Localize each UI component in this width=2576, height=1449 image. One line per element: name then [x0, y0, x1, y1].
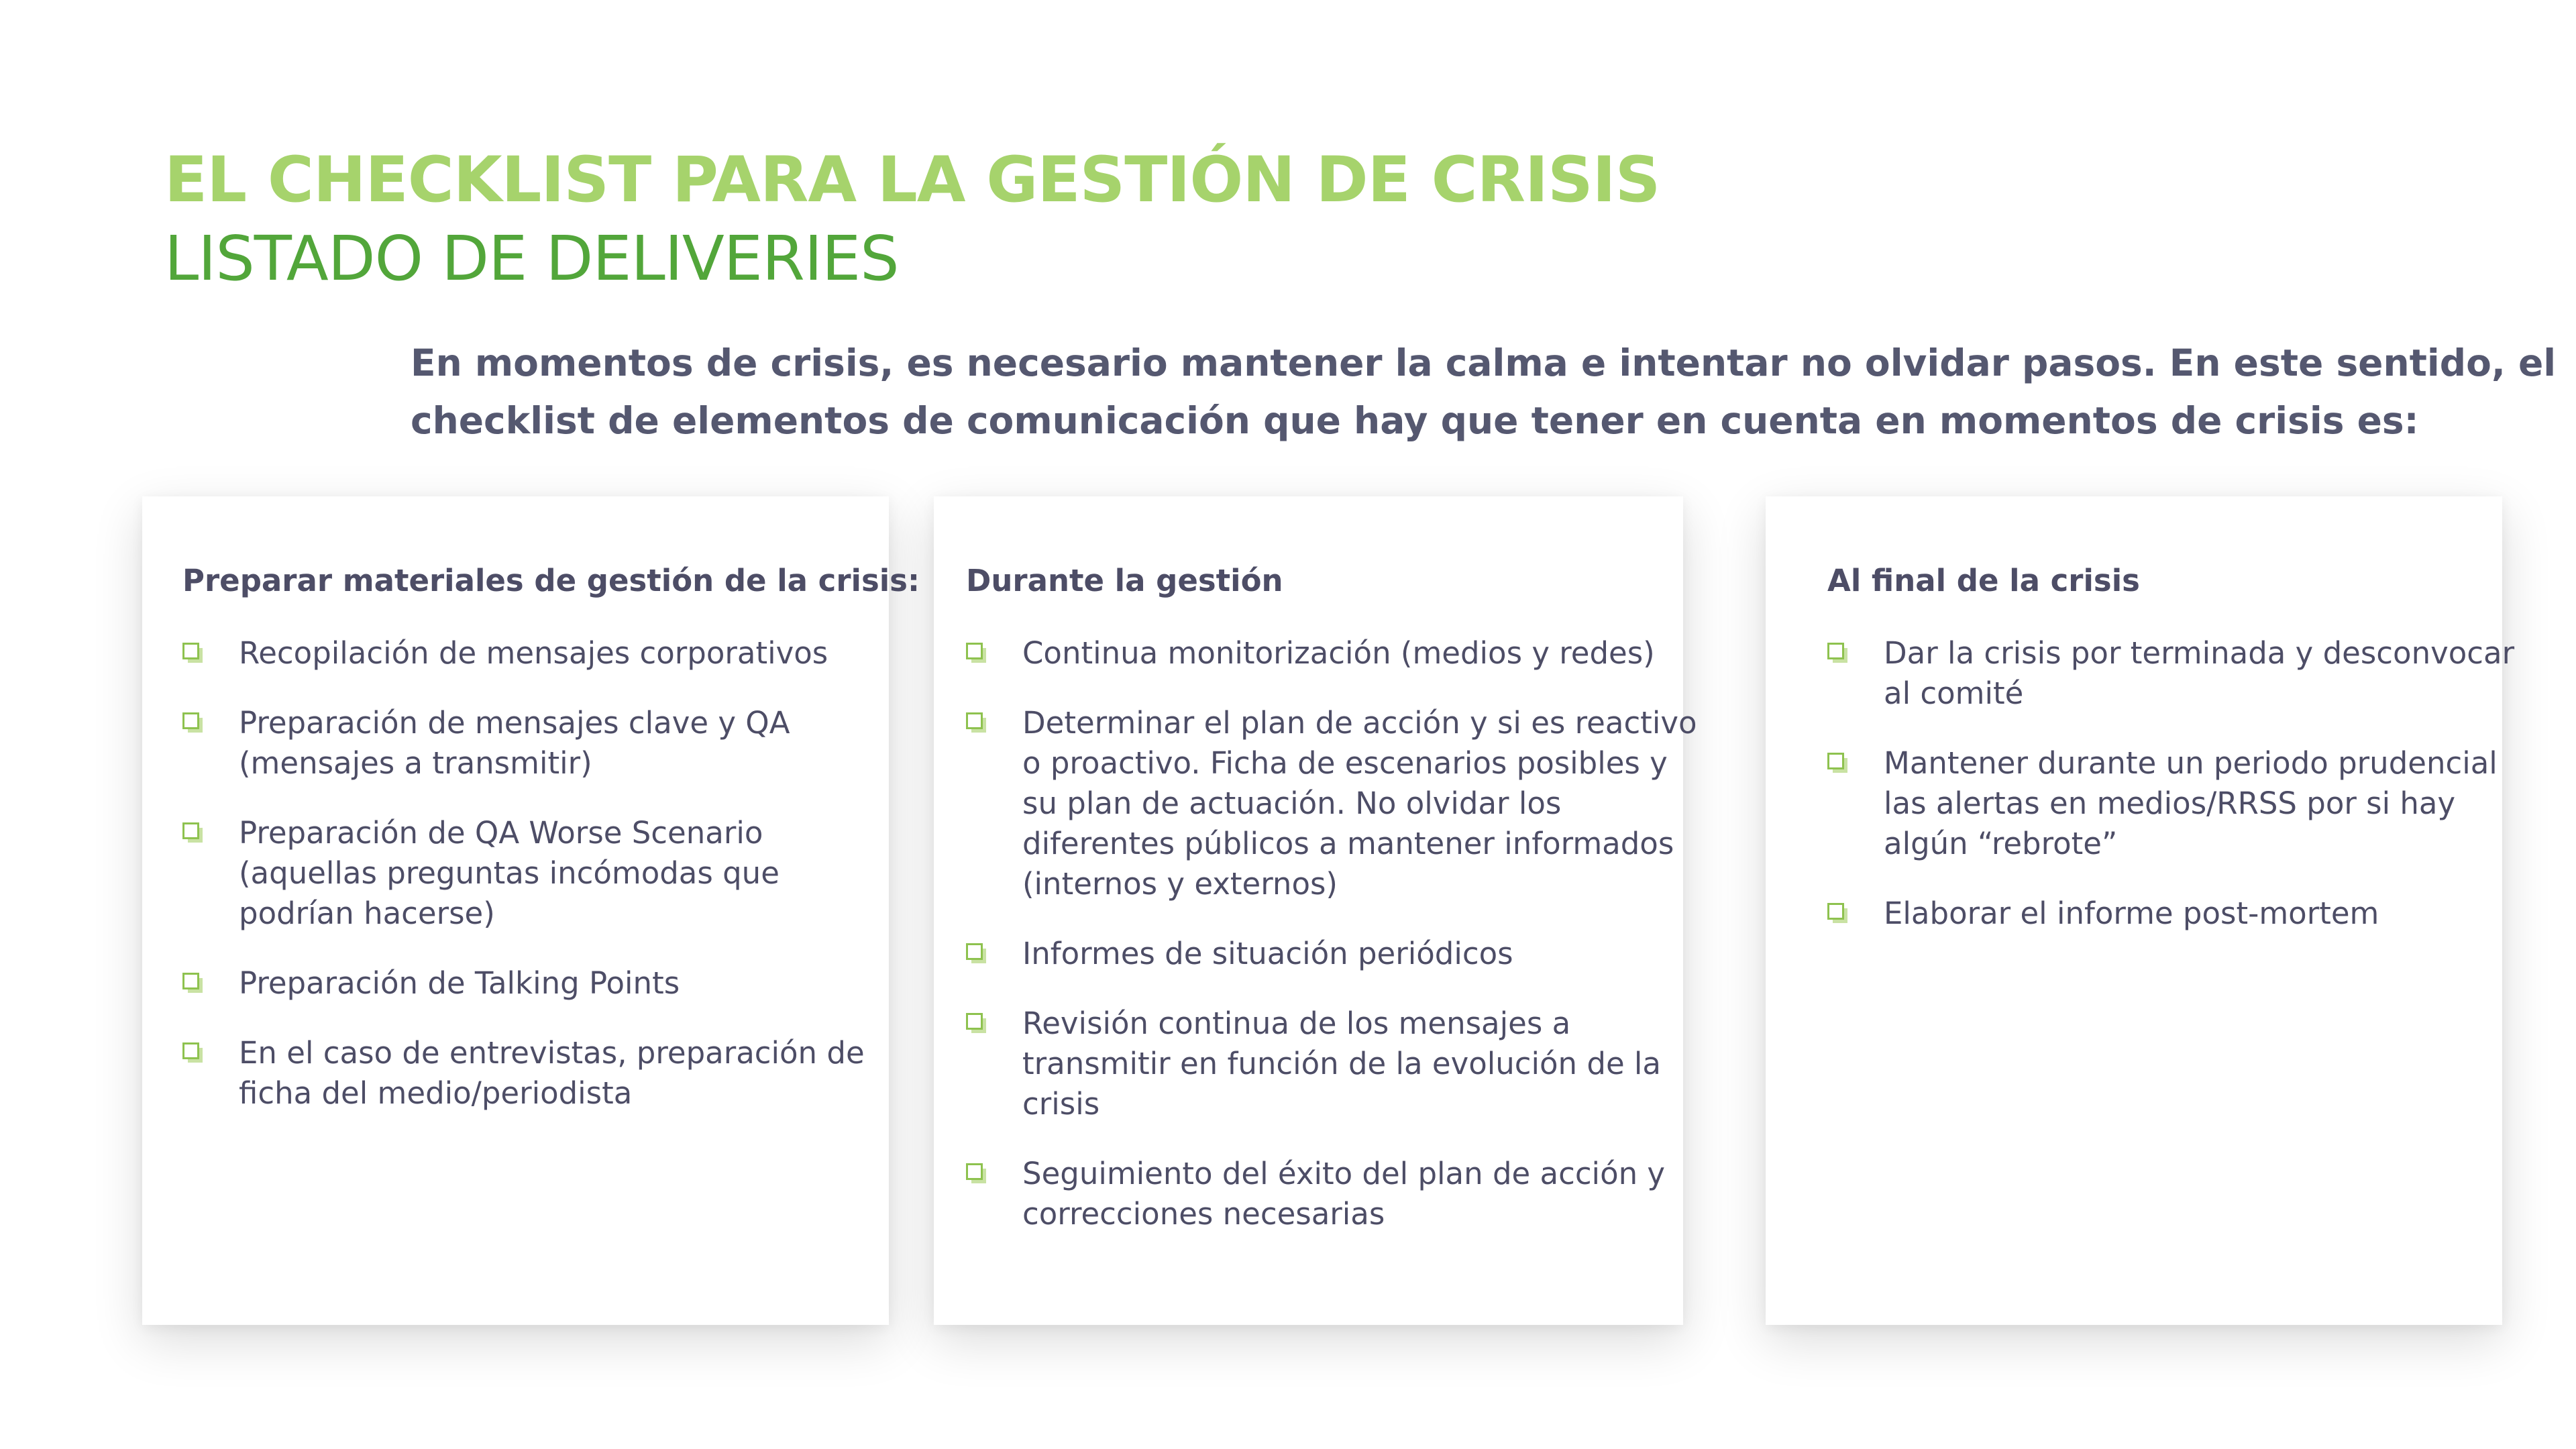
checkbox-icon — [966, 943, 986, 963]
card-al-final-de-la-crisis — [1766, 496, 2515, 1325]
checklist-item-line: su plan de actuación. No olvidar los — [1022, 786, 1562, 821]
checklist-item-line: (aquellas preguntas incómodas que — [239, 855, 780, 891]
checklist-item — [966, 1154, 1697, 1234]
checklist-item — [1827, 743, 2514, 864]
checklist-item-text — [1884, 633, 2514, 714]
page-subtitle: LISTADO DE DELIVERIES — [164, 223, 899, 294]
checklist-item-text — [239, 813, 865, 934]
checklist-item-line: Mantener durante un periodo prudencial — [1884, 745, 2498, 781]
checklist-item-line: Continua monitorización (medios y redes) — [1022, 635, 1655, 671]
checklist-item-line: Determinar el plan de acción y si es reactivo — [1022, 705, 1697, 741]
checkbox-icon — [182, 712, 203, 733]
checkbox-icon — [182, 643, 203, 663]
checklist-item-line: ficha del medio/periodista — [239, 1075, 633, 1111]
page-title: EL CHECKLIST PARA LA GESTIÓN DE CRISIS — [164, 144, 1660, 217]
checklist-item-line: Preparación de Talking Points — [239, 965, 680, 1001]
checklist-item-text — [1884, 743, 2514, 864]
checkbox-icon — [966, 1163, 986, 1183]
checklist-item-text — [1884, 894, 2514, 934]
checklist-item-line: Elaborar el informe post-mortem — [1884, 896, 2379, 931]
checklist-item-text — [239, 703, 865, 784]
checklist-item-text — [239, 633, 865, 674]
checklist-item-text — [1022, 703, 1697, 904]
checklist-item-line: Dar la crisis por terminada y desconvocar — [1884, 635, 2515, 671]
checklist-item-line: transmitir en función de la evolución de la — [1022, 1046, 1662, 1081]
checklist-item-line: Recopilación de mensajes corporativos — [239, 635, 828, 671]
checklist-item — [1827, 633, 2514, 714]
intro-line: En momentos de crisis, es necesario mantener la calma e intentar no olvidar pasos. En este sentido, el — [411, 341, 2557, 384]
checklist-item — [182, 963, 865, 1004]
checklist-item-text — [1022, 934, 1697, 974]
checklist-item-line: crisis — [1022, 1086, 1100, 1122]
checklist-item-line: al comité — [1884, 676, 2024, 711]
checklist-item — [966, 703, 1697, 904]
checklist-item — [966, 934, 1697, 974]
checklist — [966, 633, 1697, 1264]
checklist-item-line: diferentes públicos a mantener informados — [1022, 826, 1674, 861]
checklist-item — [1827, 894, 2514, 934]
card-heading: Al final de la crisis — [1827, 563, 2140, 598]
checklist-item — [966, 1004, 1697, 1124]
checklist — [182, 633, 865, 1143]
checklist-item-text — [1022, 633, 1697, 674]
checkbox-icon — [966, 643, 986, 663]
checklist-item-text — [1022, 1004, 1697, 1124]
checkbox-icon — [1827, 643, 1847, 663]
checkbox-icon — [966, 712, 986, 733]
checkbox-icon — [966, 1013, 986, 1033]
checklist-item-line: (mensajes a transmitir) — [239, 745, 592, 781]
checklist-item-line: (internos y externos) — [1022, 866, 1338, 902]
checklist-item-line: Informes de situación periódicos — [1022, 936, 1513, 971]
checklist-item-text — [239, 1033, 865, 1114]
checklist-item-line: podrían hacerse) — [239, 896, 495, 931]
checkbox-icon — [182, 973, 203, 993]
card-heading: Durante la gestión — [966, 563, 1283, 598]
checklist-item-line: correcciones necesarias — [1022, 1196, 1385, 1232]
intro-paragraph — [411, 334, 2557, 449]
checkbox-icon — [182, 1042, 203, 1063]
checklist-item — [966, 633, 1697, 674]
checklist-item-line: algún “rebrote” — [1884, 826, 2118, 861]
card-heading: Preparar materiales de gestión de la crisis: — [182, 563, 920, 598]
checkbox-icon — [182, 822, 203, 843]
checklist-item — [182, 633, 865, 674]
checklist-item-line: las alertas en medios/RRSS por si hay — [1884, 786, 2456, 821]
checklist-item — [182, 703, 865, 784]
checklist-item-text — [1022, 1154, 1697, 1234]
checklist-item-line: Preparación de QA Worse Scenario — [239, 815, 763, 851]
checklist-item-line: Preparación de mensajes clave y QA — [239, 705, 790, 741]
intro-line: checklist de elementos de comunicación que hay que tener en cuenta en momentos de crisis es: — [411, 399, 2419, 442]
card-durante-la-gestion — [934, 496, 1697, 1325]
checklist-item — [182, 813, 865, 934]
card-preparar-materiales — [142, 496, 920, 1325]
checklist-item-line: Seguimiento del éxito del plan de acción y — [1022, 1156, 1666, 1191]
checklist — [1827, 633, 2514, 963]
checklist-item — [182, 1033, 865, 1114]
checklist-item-text — [239, 963, 865, 1004]
checkbox-icon — [1827, 903, 1847, 923]
checklist-item-line: En el caso de entrevistas, preparación de — [239, 1035, 865, 1071]
checklist-item-line: Revisión continua de los mensajes a — [1022, 1006, 1571, 1041]
checkbox-icon — [1827, 753, 1847, 773]
checklist-item-line: o proactivo. Ficha de escenarios posibles y — [1022, 745, 1668, 781]
